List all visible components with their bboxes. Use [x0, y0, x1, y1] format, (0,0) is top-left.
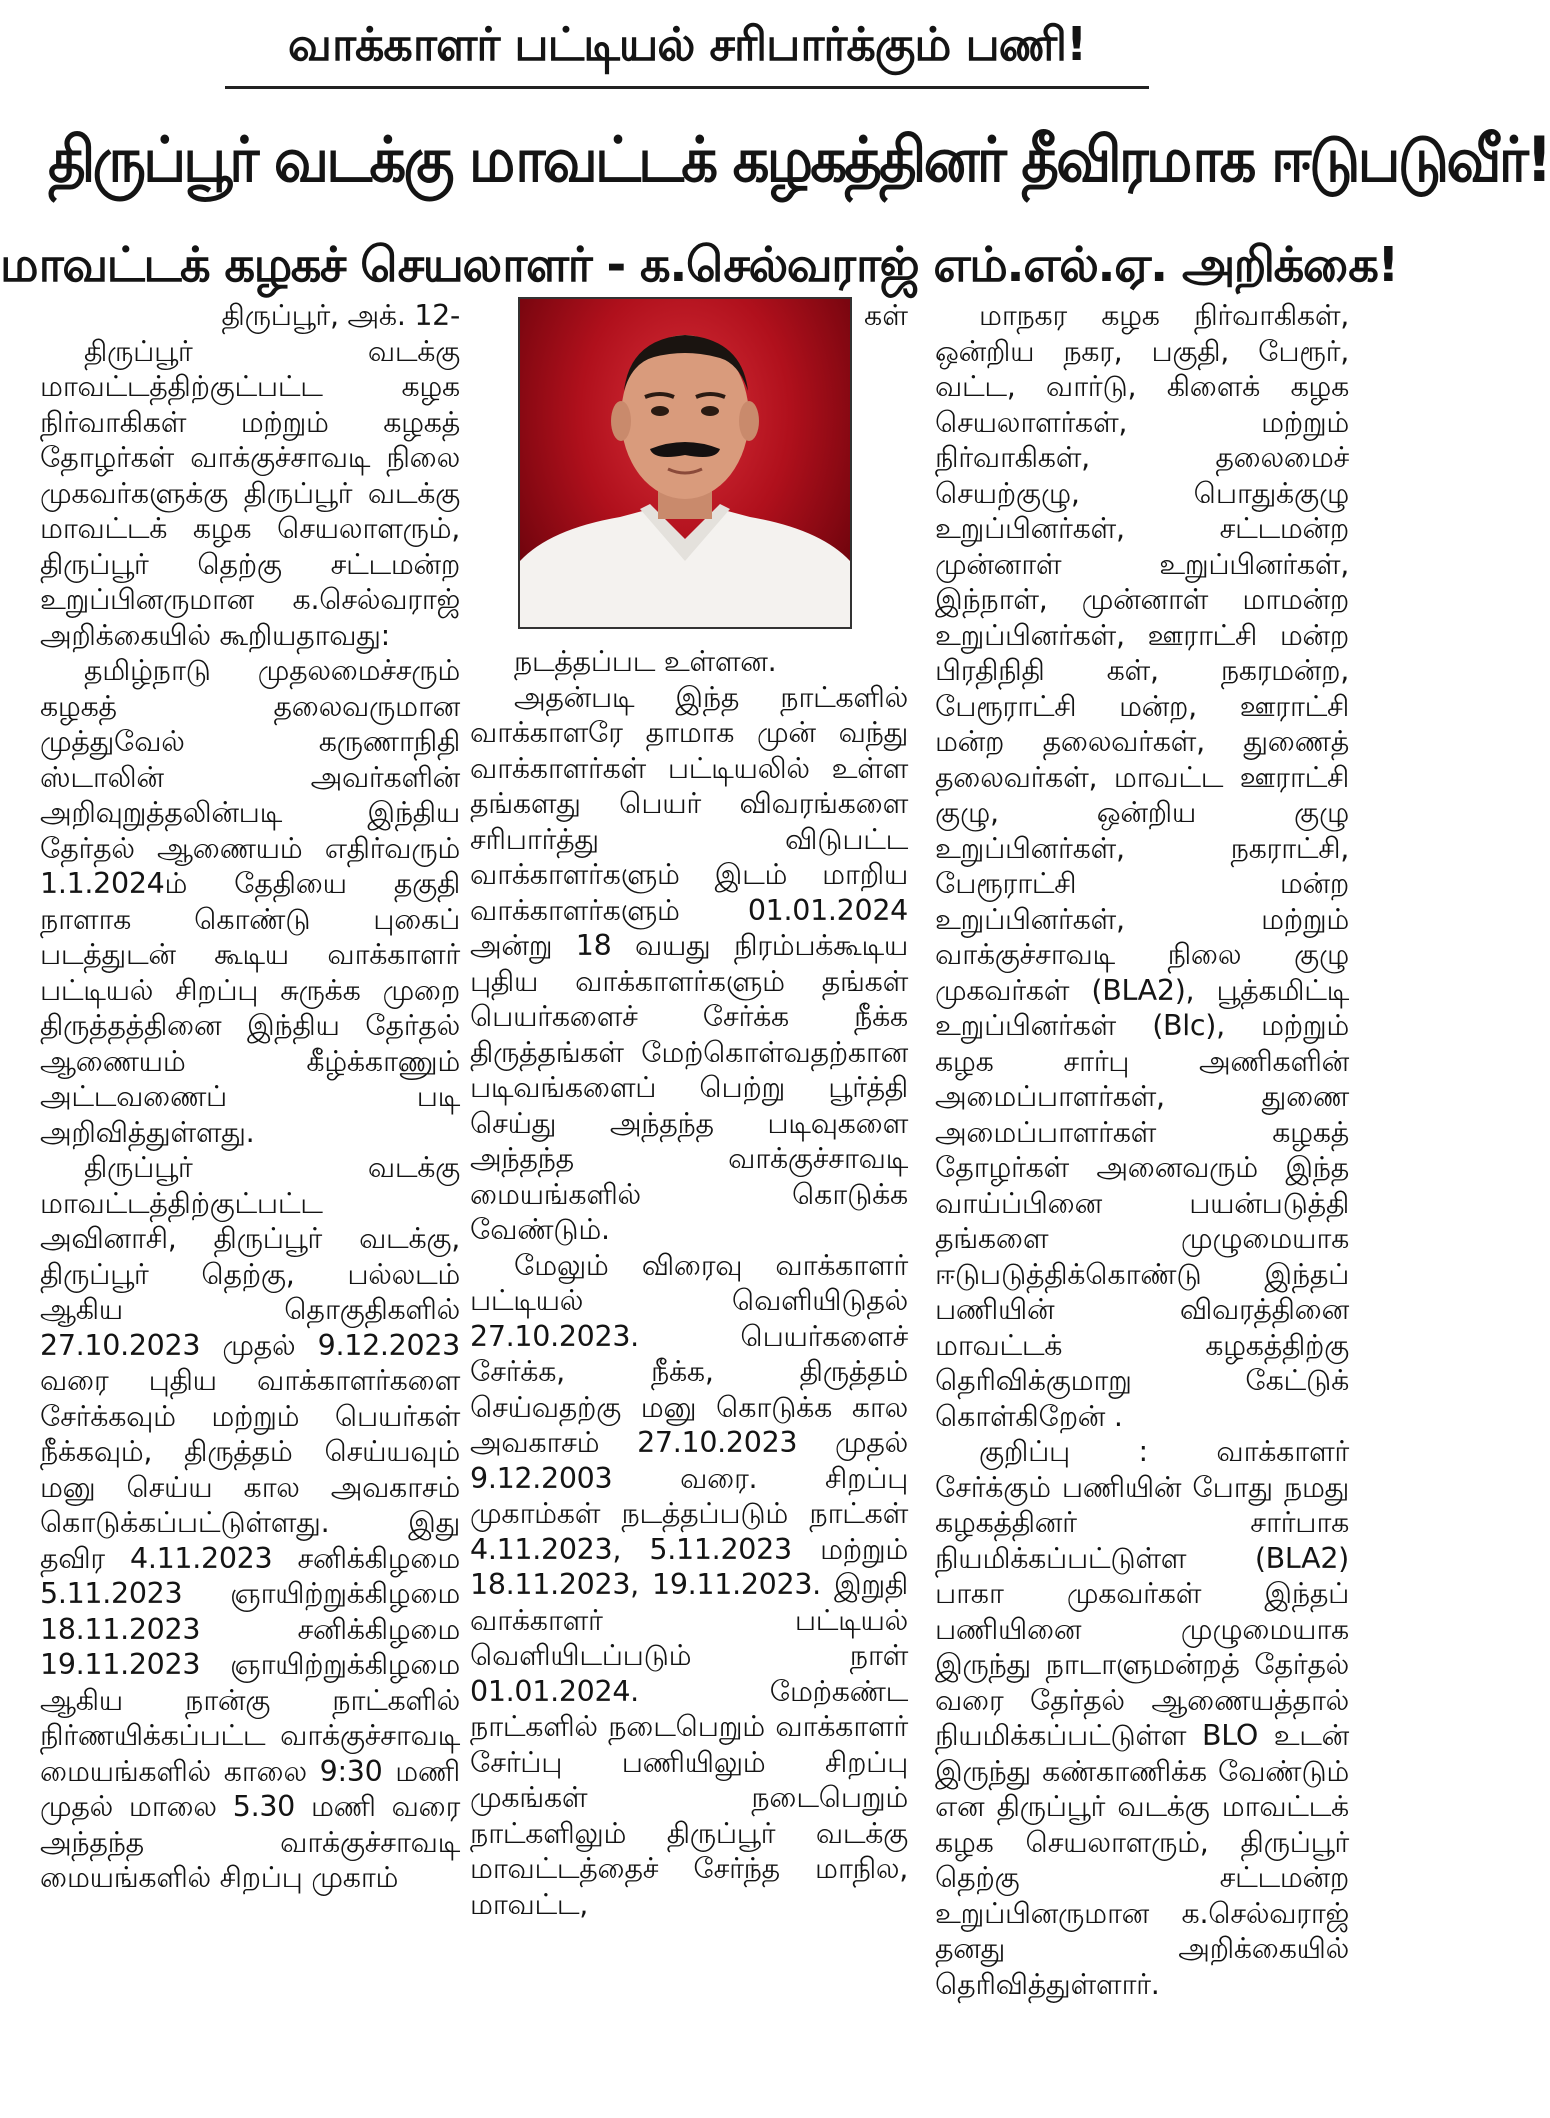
kicker-title: வாக்காளர் பட்டியல் சரிபார்க்கும் பணி!	[287, 17, 1087, 71]
article-column-1	[40, 298, 460, 2114]
paragraph: திருப்பூர் வடக்கு மாவட்டத்திற்குட்பட்ட கழக நிர்வாகிகள் மற்றும் கழகத் தோழர்கள் வாக்குச்சாவடி நிலை முகவர்களுக்கு திருப்பூர் வடக்கு மாவட்டக் கழக செயலாளரும், திருப்பூர் தெற்கு சட்டமன்ற உறுப்பினருமான க.செல்வராஜ் அறிக்கையில் கூறியதாவது:	[40, 334, 460, 652]
article-column-3	[935, 298, 1349, 2114]
subheadline: மாவட்டக் கழகச் செயலாளர் - க.செல்வராஜ் எம்.எல்.ஏ. அறிக்கை!	[0, 237, 1398, 293]
paragraph: நடத்தப்பட உள்ளன.	[514, 645, 777, 678]
paragraph: குறிப்பு : வாக்காளர் சேர்க்கும் பணியின் போது நமது கழகத்தினர் சார்பாக நியமிக்கப்பட்டுள்ள (BLA2) பாகா முகவர்கள் இந்தப் பணியினை முழுமையாக இருந்து நாடாளுமன்றத் தேர்தல் வரை தேர்தல் ஆணையத்தால் நியமிக்கப்பட்டுள்ள BLO உடன் இருந்து கண்காணிக்க வேண்டும் என திருப்பூர் வடக்கு மாவட்டக் கழக செயலாளரும், திருப்பூர் தெற்கு சட்டமன்ற உறுப்பினருமான க.செல்வராஜ் தனது அறிக்கையில் தெரிவித்துள்ளார்.	[935, 1435, 1349, 2001]
paragraph: மாநகர கழக நிர்வாகிகள், ஒன்றிய நகர, பகுதி, பேரூர், வட்ட, வார்டு, கிளைக் கழக செயலாளர்கள், மற்றும் நிர்வாகிகள், தலைமைச் செயற்குழு, பொதுக்குழு உறுப்பினர்கள், சட்டமன்ற முன்னாள் உறுப்பினர்கள், இந்நாள், முன்னாள் மாமன்ற உறுப்பினர்கள், ஊராட்சி மன்ற பிரதிநிதி கள், நகரமன்ற, பேரூராட்சி மன்ற, ஊராட்சி மன்ற தலைவர்கள், துணைத் தலைவர்கள், மாவட்ட ஊராட்சி குழு, ஒன்றிய குழு உறுப்பினர்கள், நகராட்சி, பேரூராட்சி மன்ற உறுப்பினர்கள், மற்றும் வாக்குச்சாவடி நிலை குழு முகவர்கள் (BLA2), பூத்கமிட்டி உறுப்பினர்கள் (Blc), மற்றும் கழக சார்பு அணிகளின் அமைப்பாளர்கள், துணை அமைப்பாளர்கள் கழகத் தோழர்கள் அனைவரும் இந்த வாய்ப்பினை பயன்படுத்தி தங்களை முழுமையாக ஈடுபடுத்திக்கொண்டு இந்தப் பணியின் விவரத்தினை மாவட்டக் கழகத்திற்கு தெரிவிக்குமாறு கேட்டுக் கொள்கிறேன் .	[935, 299, 1349, 1433]
paragraph: அதன்படி இந்த நாட்களில் வாக்காளரே தாமாக முன் வந்து வாக்காளர்கள் பட்டியலில் உள்ள தங்களது பெயர் விவரங்களை சரிபார்த்து விடுபட்ட வாக்காளர்களும் இடம் மாறிய வாக்காளர்களும் 01.01.2024 அன்று 18 வயது நிரம்பக்கூடிய புதிய வாக்காளர்களும் தங்கள் பெயர்களைச் சேர்க்க நீக்க திருத்தங்கள் மேற்கொள்வதற்கான படிவங்களைப் பெற்று பூர்த்தி செய்து அந்தந்த படிவுகளை அந்தந்த வாக்குச்சாவடி மையங்களில் கொடுக்க வேண்டும்.	[470, 680, 908, 1246]
portrait-photo	[518, 297, 852, 629]
headline: திருப்பூர் வடக்கு மாவட்டக் கழகத்தினர் தீவிரமாக ஈடுபடுவீர்!	[48, 123, 1550, 196]
portrait-figure	[520, 299, 850, 627]
paragraph: திருப்பூர் வடக்கு மாவட்டத்திற்குட்பட்ட அவினாசி, திருப்பூர் வடக்கு, திருப்பூர் தெற்கு, பல்லடம் ஆகிய தொகுதிகளில் 27.10.2023 முதல் 9.12.2023 வரை புதிய வாக்காளர்களை சேர்க்கவும் மற்றும் பெயர்கள் நீக்கவும், திருத்தம் செய்யவும் மனு செய்ய கால அவகாசம் கொடுக்கப்பட்டுள்ளது. இது தவிர 4.11.2023 சனிக்கிழமை 5.11.2023 ஞாயிற்றுக்கிழமை 18.11.2023 சனிக்கிழமை 19.11.2023 ஞாயிற்றுக்கிழமை ஆகிய நான்கு நாட்களில் நிர்ணயிக்கப்பட்ட வாக்குச்சாவடி மையங்களில் காலை 9:30 மணி முதல் மாலை 5.30 மணி வரை அந்தந்த வாக்குச்சாவடி மையங்களில் சிறப்பு முகாம்	[40, 1151, 460, 1894]
paragraph: மேலும் விரைவு வாக்காளர் பட்டியல் வெளியிடுதல் 27.10.2023. பெயர்களைச் சேர்க்க, நீக்க, திருத்தம் செய்வதற்கு மனு கொடுக்க கால அவகாசம் 27.10.2023 முதல் 9.12.2003 வரை. சிறப்பு முகாம்கள் நடத்தப்படும் நாட்கள் 4.11.2023, 5.11.2023 மற்றும் 18.11.2023, 19.11.2023. இறுதி வாக்காளர் பட்டியல் வெளியிடப்படும் நாள் 01.01.2024. மேற்கண்ட நாட்களில் நடைபெறும் வாக்காளர் சேர்ப்பு பணியிலும் சிறப்பு முகங்கள் நடைபெறும் நாட்களிலும் திருப்பூர் வடக்கு மாவட்டத்தைச் சேர்ந்த மாநில, மாவட்ட,	[470, 1248, 908, 1921]
article-column-2	[470, 644, 908, 2114]
column-2-fragment: கள்	[864, 299, 908, 332]
dateline: திருப்பூர், அக். 12-	[221, 299, 460, 332]
paragraph: தமிழ்நாடு முதலமைச்சரும் கழகத் தலைவருமான முத்துவேல் கருணாநிதி ஸ்டாலின் அவர்களின் அறிவுறுத்தலின்படி இந்திய தேர்தல் ஆணையம் எதிர்வரும் 1.1.2024ம் தேதியை தகுதி நாளாக கொண்டு புகைப் படத்துடன் கூடிய வாக்காளர் பட்டியல் சிறப்பு சுருக்க முறை திருத்தத்தினை இந்திய தேர்தல் ஆணையம் கீழ்க்காணும் அட்டவணைப் படி அறிவித்துள்ளது.	[40, 654, 460, 1149]
kicker-underline	[225, 86, 1149, 89]
